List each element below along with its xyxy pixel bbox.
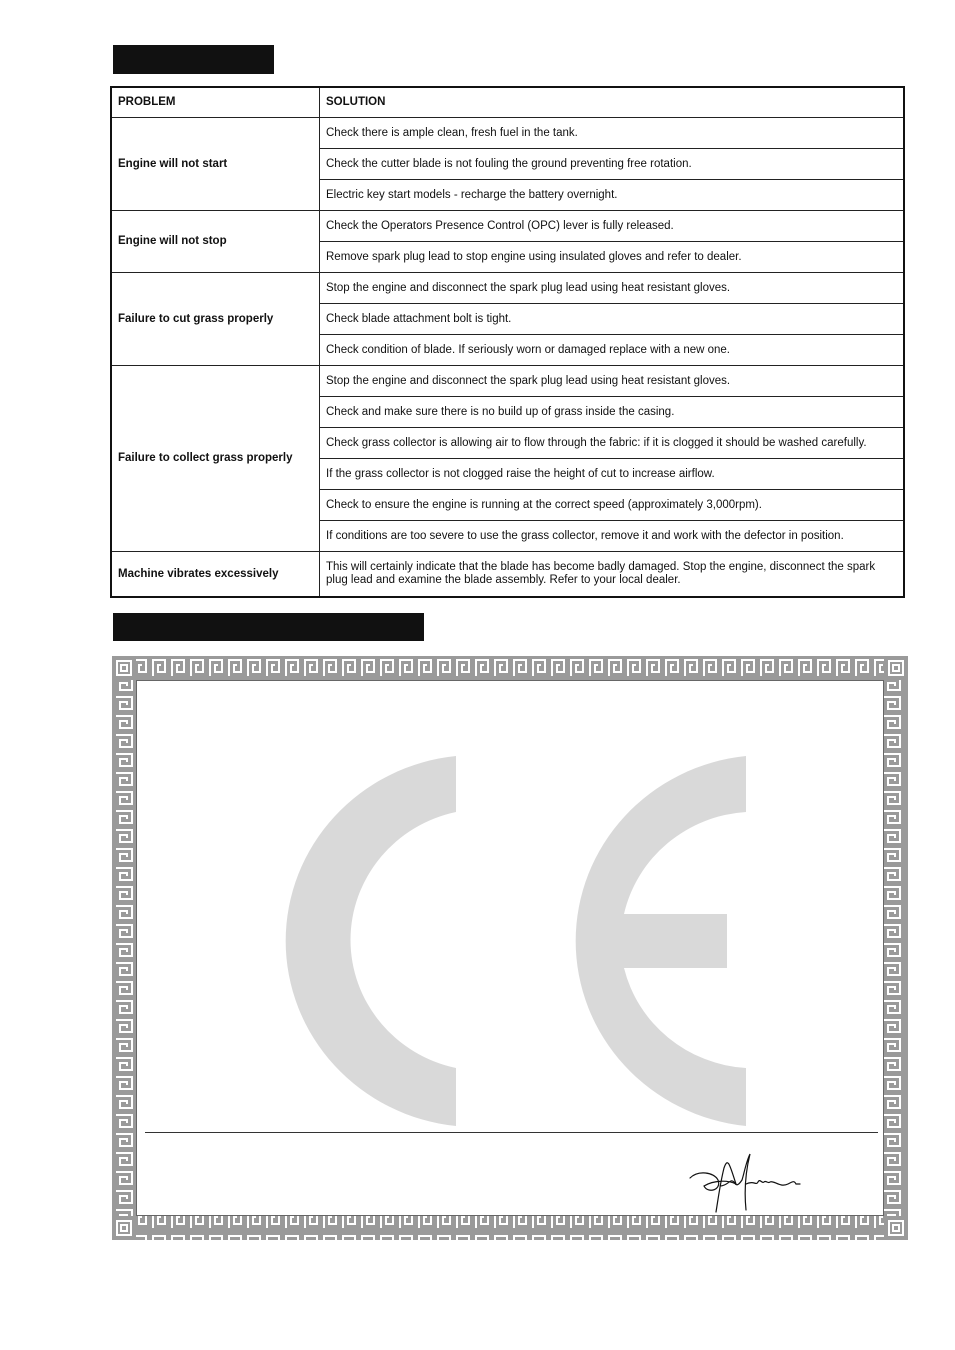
solution-cell: Check grass collector is allowing air to flow through the fabric: if it is clogged it should be washed carefully.	[320, 428, 905, 459]
section-heading-bar-troubleshooting	[113, 45, 274, 74]
problem-cell: Failure to cut grass properly	[111, 273, 320, 366]
solution-cell: Check to ensure the engine is running at the correct speed (approximately 3,000rpm).	[320, 490, 905, 521]
problem-cell: Machine vibrates excessively	[111, 552, 320, 598]
problem-cell: Failure to collect grass properly	[111, 366, 320, 552]
troubleshooting-table	[110, 86, 905, 598]
problem-cell: Engine will not start	[111, 118, 320, 211]
solution-cell: Check and make sure there is no build up of grass inside the casing.	[320, 397, 905, 428]
signature-divider	[145, 1132, 878, 1133]
solution-cell: Check blade attachment bolt is tight.	[320, 304, 905, 335]
table-row	[111, 118, 904, 149]
solution-cell: Check the cutter blade is not fouling the ground preventing free rotation.	[320, 149, 905, 180]
ce-mark-logo	[164, 756, 764, 1128]
table-row	[111, 366, 904, 397]
solution-cell: This will certainly indicate that the blade has become badly damaged. Stop the engine, disconnect the spark plug lead and examine the blade assembly. Refer to your local dealer.	[320, 552, 905, 598]
table-row	[111, 273, 904, 304]
problem-column-header: PROBLEM	[111, 87, 320, 118]
solution-cell: Remove spark plug lead to stop engine using insulated gloves and refer to dealer.	[320, 242, 905, 273]
solution-cell: Stop the engine and disconnect the spark plug lead using heat resistant gloves.	[320, 366, 905, 397]
table-row	[111, 211, 904, 242]
solution-cell: Check condition of blade. If seriously worn or damaged replace with a new one.	[320, 335, 905, 366]
solution-cell: Check the Operators Presence Control (OPC) lever is fully released.	[320, 211, 905, 242]
table-header-row	[111, 87, 904, 118]
solution-cell: If conditions are too severe to use the grass collector, remove it and work with the defector in position.	[320, 521, 905, 552]
solution-cell: Stop the engine and disconnect the spark plug lead using heat resistant gloves.	[320, 273, 905, 304]
signature	[684, 1150, 804, 1216]
solution-cell: Check there is ample clean, fresh fuel in the tank.	[320, 118, 905, 149]
solution-cell: If the grass collector is not clogged raise the height of cut to increase airflow.	[320, 459, 905, 490]
solution-column-header: SOLUTION	[320, 87, 905, 118]
problem-cell: Engine will not stop	[111, 211, 320, 273]
section-heading-bar-certificate	[113, 613, 424, 641]
table-row	[111, 552, 904, 598]
solution-cell: Electric key start models - recharge the battery overnight.	[320, 180, 905, 211]
